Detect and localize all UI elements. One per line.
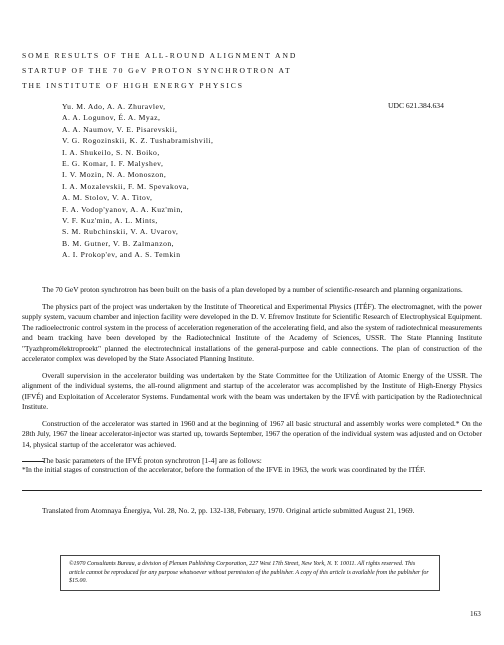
author-line: A. I. Prokop'ev, and A. S. Temkin [62, 250, 181, 260]
body-paragraph: Construction of the accelerator was started in 1960 and at the beginning of 1967 all basic structural and assembly works were completed.* On the 28th July, 1967 the linear accelerator-injector was started up, towards September, 1967 the operation of the individual system was adjusted and on October 14, physical startup of the accelerator was achieved. [22, 418, 482, 449]
footnote-bottom-divider [22, 490, 482, 491]
footnote: *In the initial stages of construction of the accelerator, before the formation of the IFVE in 1963, the work was coordinated by the ITÉF. [22, 465, 426, 474]
udc-code: UDC 621.384.634 [388, 101, 444, 110]
author-line: V. F. Kuz'min, A. L. Mints, [62, 216, 158, 226]
author-line: B. M. Gutner, V. B. Zalmanzon, [62, 238, 175, 248]
author-line: I. A. Shukeilo, S. N. Boiko, [62, 147, 160, 157]
body-paragraph: The basic parameters of the IFVÉ proton synchrotron [1-4] are as follows: [42, 456, 262, 465]
author-line: A. A. Naumov, V. E. Pisarevskii, [62, 124, 178, 134]
author-line: S. M. Rubchinskii, V. A. Uvarov, [62, 227, 179, 237]
article-body [22, 285, 482, 473]
translation-note [22, 506, 482, 517]
author-line: V. G. Rogozinskii, K. Z. Tushabramishvili, [62, 136, 214, 146]
title-line: SOME RESULTS OF THE ALL-ROUND ALIGNMENT AND [22, 51, 298, 60]
author-list [62, 101, 382, 261]
footnote-divider [22, 461, 44, 462]
author-line: E. G. Komar, I. F. Malyshev, [62, 159, 164, 169]
body-paragraph: The physics part of the project was undertaken by the Institute of Theoretical and Experimental Physics (ITÉF). The electromagnet, with the power supply system, vacuum chamber and injection facility were developed in the D. V. Efremov Institute for Scientific Research of Electrophysical Equipment. The radioelectronic control system in the process of acceleration regeneration of the accelerating field, and also the system of radiotechnical measurements and beam tracking have been developed by the Radiotechnical Institute of the Academy of Sciences, USSR. The State Planning Institute "Tyazhpromélektroproekt" planned the electrotechnical installations of the general-purpose and cable connections. The plan of construction of the accelerator complex was developed by the State Associated Planning Institute. [22, 301, 482, 363]
copyright-box: ©1970 Consultants Bureau, a division of Plenum Publishing Corporation, 227 West 17th Street, New York, N. Y. 10011. All rights reserved. This article cannot be reproduced for any purpose whatsoever without permission of the publisher. A copy of this article is available from the publisher for $15.00. [60, 555, 440, 591]
title-line: STARTUP OF THE 70 GeV PROTON SYNCHROTRON AT [22, 66, 292, 75]
author-line: Yu. M. Ado, A. A. Zhuravlev, [62, 102, 166, 111]
page-number: 163 [470, 610, 481, 618]
article-title [22, 48, 462, 93]
author-line: I. V. Mozin, N. A. Monoszon, [62, 170, 167, 180]
author-line: A. M. Stolov, V. A. Titov, [62, 193, 153, 203]
author-line: F. A. Vodop'yanov, A. A. Kuz'min, [62, 204, 184, 214]
title-line: THE INSTITUTE OF HIGH ENERGY PHYSICS [22, 81, 244, 90]
author-line: I. A. Mozalevskii, F. M. Spevakova, [62, 181, 190, 191]
body-paragraph: The 70 GeV proton synchrotron has been built on the basis of a plan developed by a number of scientific-research and planning organizations. [42, 285, 463, 294]
author-line: A. A. Logunov, É. A. Myaz, [62, 113, 161, 123]
body-paragraph: Overall supervision in the accelerator building was undertaken by the State Committee for the Utilization of Atomic Energy of the USSR. The alignment of the individual systems, the all-round alignment and startup of the accelerator was accomplished by the Institute of High-Energy Physics (IFVÉ) and Exploitation of Accelerator Systems. Fundamental work with the beam was undertaken by the IFVÉ with participation by the Radiotechnical Institute. [22, 370, 482, 411]
translation-text: Translated from Atomnaya Énergiya, Vol. 28, No. 2, pp. 132-138, February, 1970. Original article submitted August 21, 1969. [42, 506, 415, 515]
